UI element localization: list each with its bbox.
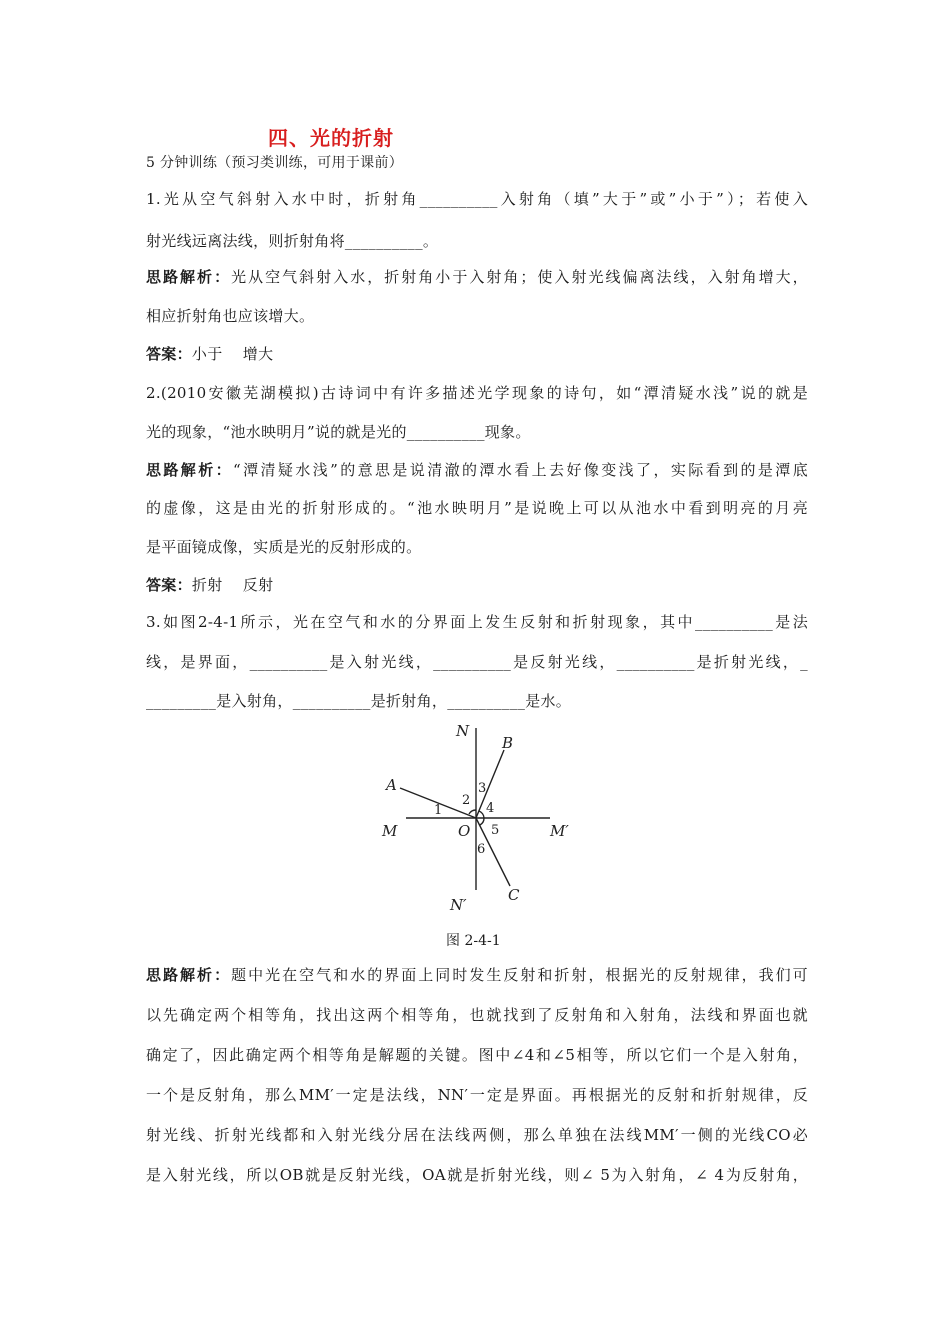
figure-caption: 图 2-4-1 [446,933,501,949]
question-1-line-1: 1.光从空气斜射入水中时，折射角__________入射角（填”大于”或”小于”）；若使入 [146,190,808,208]
question-3-line-3: _________是入射角，__________是折射角，__________是水。 [146,692,572,710]
label-angle-3: 3 [478,781,487,796]
label-angle-4: 4 [486,801,495,816]
analysis-3-line-4: 一个是反射角，那么MM′一定是法线，NN′一定是界面。再根据光的反射和折射规律，反 [146,1086,808,1104]
label-angle-5: 5 [491,823,500,838]
answer-text: 折射 反射 [191,576,274,594]
refraction-diagram [370,718,590,918]
analysis-1-line-1 [146,266,808,287]
question-2-line-2: 光的现象，“池水映明月”说的就是光的__________现象。 [146,423,531,441]
question-3-line-2: 线，是界面，__________是入射光线，__________是反射光线，__________是折射光线，_ [146,653,808,671]
label-o: O [458,822,471,840]
analysis-3-line-2: 以先确定两个相等角，找出这两个相等角，也就找到了反射角和入射角，法线和界面也就 [146,1006,808,1024]
angle-arc-4 [479,811,484,818]
label-n-prime: N′ [450,896,467,914]
analysis-text: 光从空气斜射入水，折射角小于入射角；使入射光线偏离法线，入射角增大， [231,268,808,286]
analysis-3-line-5: 射光线、折射光线都和入射光线分居在法线两侧，那么单独在法线MM′一侧的光线CO必 [146,1126,808,1144]
answer-text: 小于 增大 [191,345,274,363]
label-angle-6: 6 [477,842,486,857]
answer-label: 答案： [146,576,192,594]
answer-1 [146,343,808,364]
question-2-line-1: 2.(2010安徽芜湖模拟)古诗词中有许多描述光学现象的诗句，如“潭清疑水浅”说的就是 [146,384,808,402]
label-angle-2: 2 [462,793,471,808]
angle-arc-5 [480,818,484,825]
section-subtitle: 5 分钟训练（预习类训练，可用于课前） [146,155,404,171]
label-a: A [386,776,397,794]
label-b: B [502,734,514,752]
page-title: 四、光的折射 [268,126,394,150]
analysis-2-line-2: 的虚像，这是由光的折射形成的。“池水映明月”是说晚上可以从池水中看到明亮的月亮 [146,499,808,517]
analysis-3-line-3: 确定了，因此确定两个相等角是解题的关键。图中∠4和∠5相等，所以它们一个是入射角， [146,1046,808,1064]
label-m-prime: M′ [550,822,569,840]
angle-arc-2 [469,810,476,814]
analysis-label: 思路解析： [146,268,232,286]
analysis-label: 思路解析： [146,966,232,984]
question-3-line-1: 3.如图2-4-1所示，光在空气和水的分界面上发生反射和折射现象，其中__________是法 [146,613,808,631]
answer-2 [146,574,808,595]
answer-label: 答案： [146,345,192,363]
label-angle-1: 1 [434,803,443,818]
analysis-text: “潭清疑水浅”的意思是说清澈的潭水看上去好像变浅了，实际看到的是潭底 [233,461,808,479]
analysis-text: 题中光在空气和水的界面上同时发生反射和折射，根据光的反射规律，我们可 [231,966,808,984]
analysis-1-line-2: 相应折射角也应该增大。 [146,307,315,325]
analysis-label: 思路解析： [146,461,234,479]
label-n: N [456,722,470,740]
analysis-3-line-1 [146,964,808,985]
analysis-2-line-1 [146,459,808,480]
question-1-line-2: 射光线远离法线，则折射角将__________。 [146,232,439,250]
analysis-2-line-3: 是平面镜成像，实质是光的反射形成的。 [146,538,422,556]
label-c: C [508,886,520,904]
analysis-3-line-6: 是入射光线，所以OB就是反射光线，OA就是折射光线，则∠ 5为入射角，∠ 4为反射角， [146,1166,808,1184]
label-m: M [382,822,398,840]
